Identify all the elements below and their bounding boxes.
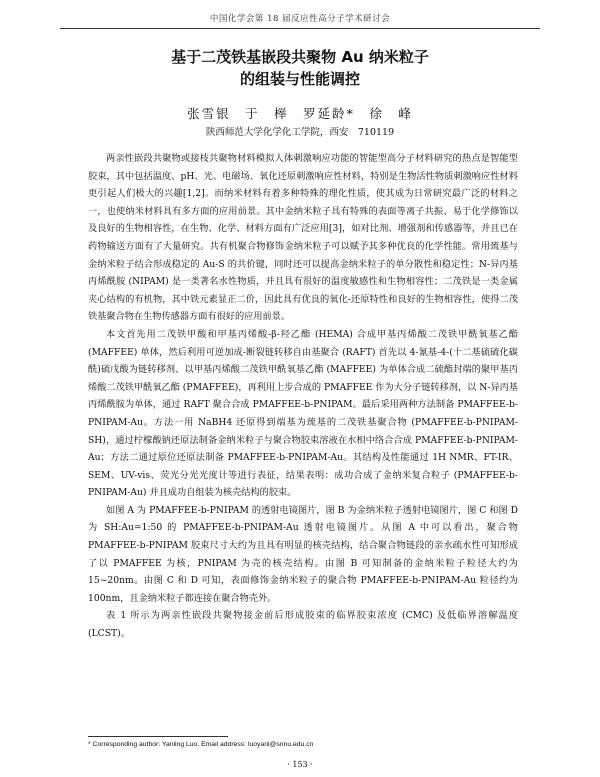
- authors: 张雪银 于 榉 罗延龄* 徐 峰: [187, 106, 413, 121]
- page-number: · 153 ·: [287, 760, 313, 769]
- title-line-2: 的组装与性能调控: [239, 70, 360, 88]
- paragraph-intro: 两亲性嵌段共聚物或接枝共聚物材料模拟人体刺激响应功能的智能型高分子材料研究的热点是智能型胶束，其中包括温度、pH、光、电磁场、氧化还原刺激响应性材料，特别是生物活性物质刺激响应性材料更引起人们极大的兴趣[1,2]。而纳米材料有着多种特殊的理化性质，使其成为日常研究最广泛的材料之一，也使纳米材料具有多方面的应用前景。其中金纳米粒子具有特殊的表面等离子共振、易于化学修饰以及良好的生物相容性，在生物、化学、材料方面有广泛应用[3]，如对比剂、增强剂和传感器等，并且已在药物输送方面有了大量研究。共有机聚合物修饰金纳米粒子可以赋予其多种优良的化学性能。常用巯基与金纳米粒子结合形成稳定的 Au-S 的共价键，同时还可以提高金纳米粒子的单分散性和稳定性；N-异丙基丙烯酰胺 (NIPAM) 是一类著名水性物质，并且具有很好的温度敏感性和生物相容性；二茂铁是一类金属夹心结构的有机物，其中铁元素显正二价，因此具有优良的氧化-还原特性和良好的生物相容性，使得二茂铁基聚合物在生物传感器方面有很好的应用前景。: [88, 153, 518, 323]
- paragraph-table-ref: 表 1 所示为两亲性嵌段共聚物接金前后形成胶束的临界胶束浓度 (CMC) 及低临界溶解温度 (LCST)。: [88, 610, 518, 640]
- paragraph-synthesis: 本文首先用二茂铁甲酸和甲基丙烯酸-β-羟乙酯 (HEMA) 合成甲基丙烯酸二茂铁甲酰氧基乙酯 (MAFFEE) 单体，然后利用可逆加成-断裂链转移自由基聚合 (RAFT) 首先以 4-氰基-4-(十二基硫硫化碳酰)硫戊酸为链转移剂、以甲基丙烯酸二茂铁甲酰氧基乙酯 (MAFFEE) 为单体合成二硫酯封端的聚甲基丙烯酸二茂铁甲酰氧乙酯 (PMAFFEE)，再利用上步合成的 PMAFFEE 作为大分子链转移剂，以 N-异丙基丙烯酰胺为单体，通过 RAFT 聚合合成 PMAFFEE-b-PNIPAM。最后采用两种方法制备 PMAFFEE-b-PNIPAM-Au。方法一用 NaBH4 还原得到端基为巯基的二茂铁基聚合物 (PMAFFEE-b-PNIPAM-SH)，通过柠檬酸钠还原法制备金纳米粒子与聚合物胶束溶液在水相中络合合成 PMAFFEE-b-PNIPAM-Au；方法二通过原位还原法制备 PMAFFEE-b-PNIPAM-Au。其结构及性能通过 1H NMR、FT-IR、SEM、UV-vis、荧光分光光度计等进行表征，结果表明：成功合成了金纳米复合粒子 (PMAFFEE-b-PNIPAM-Au) 并且成功自组装为核壳结构的胶束。: [88, 328, 518, 499]
- title-line-1: 基于二茂铁基嵌段共聚物 Au 纳米粒子: [171, 48, 429, 66]
- running-header: 中国化学会第 18 届反应性高分子学术研讨会: [209, 14, 391, 24]
- affiliation: 陕西师范大学化学化工学院，西安 710119: [205, 127, 395, 138]
- footnote: * Corresponding author: Yanling Luo, Email address: luoyanl@snnu.edu.cn: [88, 741, 314, 748]
- paper-title: [0, 46, 600, 90]
- footnote-rule: [88, 736, 228, 737]
- body-text: [88, 150, 518, 643]
- header-rule: [60, 28, 540, 29]
- paragraph-tem-results: 如图 A 为 PMAFFEE-b-PNIPAM 的透射电镜图片，图 B 为金纳米粒子透射电镜图片，图 C 和图 D 为 SH:Au=1:50 的 PMAFFEE-b-PNIPAM-Au 透射电镜图片。从图 A 中可以看出，聚合物 PMAFFEE-b-PNIPAM 胶束尺寸大约为且具有明显的核壳结构，结合聚合物链段的亲水疏水性可知形成了以 PMAFFEE 为核，PNIPAM 为壳的核壳结构。由图 B 可知制备的金纳米粒子粒径大约为 15~20nm。由图 C 和 D 可知，表面修饰金纳米粒子的聚合物 PMAFFEE-b-PNIPAM-Au 粒径约为 100nm，且金纳米粒子都连接在聚合物壳外。: [88, 504, 518, 604]
